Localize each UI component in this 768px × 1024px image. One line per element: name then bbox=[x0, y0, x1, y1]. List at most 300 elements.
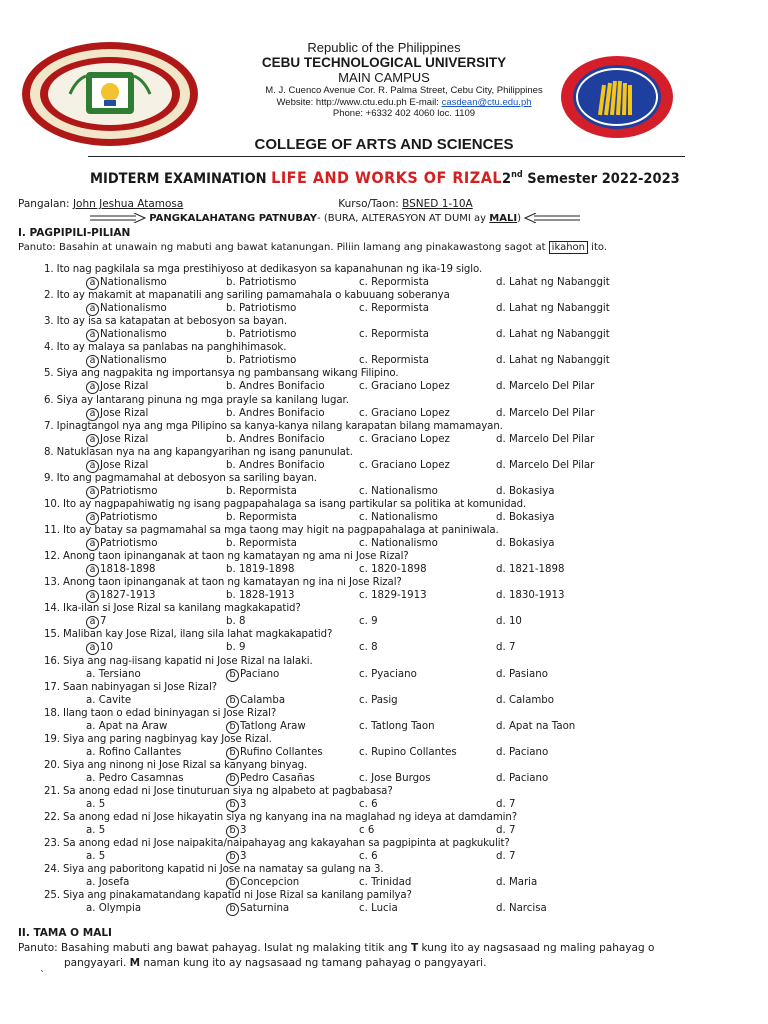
option-label: a. Apat na Araw bbox=[86, 720, 168, 732]
option-label: Tatlong Araw bbox=[240, 720, 306, 732]
directive-text: - (BURA, ALTERASYON AT DUMI ay bbox=[317, 213, 490, 224]
answer-circle-mark: a bbox=[86, 303, 99, 316]
answer-option[interactable] bbox=[226, 303, 296, 314]
answer-option[interactable] bbox=[226, 590, 294, 601]
answer-option[interactable] bbox=[86, 825, 105, 836]
option-label: b. Andres Bonifacio bbox=[226, 433, 325, 445]
answer-option[interactable] bbox=[359, 825, 374, 836]
answer-option[interactable] bbox=[359, 381, 450, 392]
option-label: Patriotismo bbox=[100, 511, 158, 523]
exam-title bbox=[90, 168, 680, 187]
option-label: d. Marcelo Del Pilar bbox=[496, 433, 595, 445]
option-label: Nationalismo bbox=[100, 329, 167, 341]
option-label: Rufino Collantes bbox=[240, 746, 323, 758]
option-label: d. Marcelo Del Pilar bbox=[496, 459, 595, 471]
option-label: Concepcion bbox=[240, 877, 300, 889]
answer-option[interactable] bbox=[86, 408, 148, 421]
instr-text-a: Panuto: Basahin at unawain ng mabuti ang bawat katanungan. Piliin lamang ang pinakawastong sagot at bbox=[18, 242, 549, 253]
answer-option[interactable] bbox=[226, 747, 323, 760]
answer-option[interactable] bbox=[86, 747, 181, 758]
option-label: Jose Rizal bbox=[100, 459, 149, 471]
answer-option[interactable] bbox=[496, 642, 515, 653]
answer-circle-mark: b bbox=[226, 877, 239, 890]
answer-option[interactable] bbox=[226, 695, 285, 708]
semester-suffix: nd bbox=[511, 170, 523, 181]
arrow-left-icon bbox=[524, 213, 580, 223]
answer-option[interactable] bbox=[86, 903, 141, 914]
answer-circle-mark: a bbox=[86, 355, 99, 368]
option-label: Patriotismo bbox=[100, 538, 158, 549]
question-text: 22. Sa anong edad ni Jose hikayatin siya ng kanyang ina na maglahad ng ideya at damdamin? bbox=[44, 812, 518, 824]
part1-title: I. PAGPIPILI-PILIAN bbox=[18, 227, 131, 239]
answer-option[interactable] bbox=[359, 747, 457, 758]
answer-option[interactable] bbox=[226, 277, 296, 288]
answer-option[interactable] bbox=[496, 669, 548, 680]
option-label: c. Graciano Lopez bbox=[359, 407, 450, 419]
answer-option[interactable] bbox=[86, 381, 148, 394]
question-text: 6. Siya ay lantarang pinuna ng mga prayle sa kanilang lugar. bbox=[44, 394, 349, 406]
answer-option[interactable] bbox=[226, 460, 325, 471]
option-label: d. 10 bbox=[496, 616, 522, 628]
answer-option[interactable] bbox=[359, 903, 398, 914]
question-text: 1. Ito nag pagkilala sa mga prestihiyoso at dedikasyon sa kapanahunan ng ika-19 siglo. bbox=[44, 264, 483, 275]
directive-mali: MALI bbox=[489, 213, 518, 224]
answer-option[interactable] bbox=[496, 695, 554, 706]
answer-option[interactable] bbox=[496, 616, 522, 627]
option-label: d. Bokasiya bbox=[496, 485, 555, 497]
answer-option[interactable] bbox=[496, 825, 515, 836]
option-label: c. Jose Burgos bbox=[359, 772, 431, 784]
question-text: 2. Ito ay makamit at mapanatili ang sariling pamamahala o kabuuang soberanya bbox=[44, 290, 450, 302]
question-text: 11. Ito ay batay sa pagmamahal sa mga taong may higit na pagpapahalaga at paniniwala. bbox=[44, 525, 499, 536]
answer-options bbox=[86, 277, 726, 291]
option-label: 7 bbox=[100, 616, 107, 628]
answer-option[interactable] bbox=[86, 434, 148, 447]
part2-text-c: pangyayari. bbox=[64, 957, 130, 969]
answer-option[interactable] bbox=[496, 408, 594, 419]
option-label: c. Repormista bbox=[359, 303, 429, 315]
option-label: d. Maria bbox=[496, 877, 538, 889]
option-label: c. Nationalismo bbox=[359, 485, 438, 497]
answer-option[interactable] bbox=[496, 512, 555, 523]
answer-options bbox=[86, 355, 726, 369]
option-label: d. Marcelo Del Pilar bbox=[496, 407, 595, 419]
answer-option[interactable] bbox=[226, 825, 246, 838]
option-label: c. Tatlong Taon bbox=[359, 720, 435, 732]
answer-option[interactable] bbox=[496, 799, 515, 810]
option-label: d. 1830-1913 bbox=[496, 590, 565, 602]
header-divider bbox=[88, 156, 685, 157]
answer-options bbox=[86, 590, 726, 604]
option-label: 3 bbox=[240, 825, 247, 837]
option-label: b. Andres Bonifacio bbox=[226, 407, 325, 419]
answer-option[interactable] bbox=[86, 851, 105, 862]
answer-option[interactable] bbox=[496, 277, 610, 288]
part2-m: M bbox=[129, 957, 141, 969]
option-label: Jose Rizal bbox=[100, 381, 149, 393]
answer-option[interactable] bbox=[496, 590, 564, 601]
part2-instructions-2 bbox=[64, 957, 486, 969]
answer-option[interactable] bbox=[226, 538, 297, 549]
phone-line: Phone: +6332 402 4060 loc. 1109 bbox=[332, 108, 476, 119]
answer-option[interactable] bbox=[86, 277, 167, 290]
option-label: d. Pasiano bbox=[496, 668, 548, 680]
answer-options bbox=[86, 381, 726, 395]
answer-circle-mark: a bbox=[86, 590, 99, 603]
part2-text-d: naman kung ito ay nagsasaad ng tamang pahayag o pangyayari. bbox=[140, 957, 487, 969]
campus-name: MAIN CAMPUS bbox=[338, 70, 430, 85]
option-label: c. Repormista bbox=[359, 355, 429, 367]
option-label: a. Rofino Callantes bbox=[86, 746, 182, 758]
answer-option[interactable] bbox=[226, 512, 297, 523]
option-label: d. Lahat ng Nabanggit bbox=[496, 355, 610, 367]
course-field[interactable]: BSNED 1-10A bbox=[402, 198, 473, 210]
question-text: 12. Anong taon ipinanganak at taon ng kamatayan ng ama ni Jose Rizal? bbox=[44, 551, 409, 563]
answer-option[interactable] bbox=[359, 590, 427, 601]
question-text: 18. Ilang taon o edad bininyagan si Jose Rizal? bbox=[44, 707, 277, 719]
college-name: COLLEGE OF ARTS AND SCIENCES bbox=[254, 136, 514, 153]
question-text: 21. Sa anong edad ni Jose tinuturuan siya ng alpabeto at pagbabasa? bbox=[44, 786, 393, 797]
option-label: d. 7 bbox=[496, 851, 516, 863]
option-label: c. Trinidad bbox=[359, 877, 412, 889]
answer-options bbox=[86, 695, 726, 709]
question-text: 3. Ito ay isa sa katapatan at bebosyon sa bayan. bbox=[44, 316, 288, 328]
question-text: 4. Ito ay malaya sa panlabas na panghihimasok. bbox=[44, 342, 287, 354]
answer-option[interactable] bbox=[359, 486, 438, 497]
option-label: c. Nationalismo bbox=[359, 538, 438, 549]
option-label: d. 1821-1898 bbox=[496, 564, 565, 576]
answer-option[interactable] bbox=[226, 616, 245, 627]
answer-option[interactable] bbox=[359, 642, 378, 653]
option-label: d. Marcelo Del Pilar bbox=[496, 381, 595, 393]
answer-option[interactable] bbox=[496, 460, 594, 471]
option-label: Saturnina bbox=[240, 903, 290, 915]
question-text: 7. Ipinagtangol nya ang mga Pilipino sa kanya-kanya nilang karapatan bilang mamamayan. bbox=[44, 420, 503, 432]
answer-circle-mark: b bbox=[226, 747, 239, 760]
option-label: Patriotismo bbox=[100, 485, 158, 497]
option-label: d. Paciano bbox=[496, 772, 549, 784]
answer-circle-mark: b bbox=[226, 903, 239, 916]
option-label: d. Lahat ng Nabanggit bbox=[496, 329, 610, 341]
answer-options bbox=[86, 669, 726, 683]
question-text: 15. Maliban kay Jose Rizal, ilang sila lahat magkakapatid? bbox=[44, 629, 333, 641]
option-label: d. Lahat ng Nabanggit bbox=[496, 277, 610, 288]
answer-option[interactable] bbox=[496, 486, 555, 497]
answer-option[interactable] bbox=[226, 564, 294, 575]
contact-line bbox=[20, 97, 768, 108]
part2-t: T bbox=[410, 942, 419, 954]
answer-option[interactable] bbox=[496, 564, 564, 575]
option-label: a. 5 bbox=[86, 825, 106, 837]
answer-options bbox=[86, 799, 726, 813]
part2-text-a: Panuto: Basahing mabuti ang bawat pahayag. Isulat ng malaking titik ang bbox=[18, 942, 411, 954]
option-label: b. 1819-1898 bbox=[226, 564, 295, 576]
answer-option[interactable] bbox=[86, 303, 167, 316]
option-label: c. 6 bbox=[359, 851, 378, 863]
answer-option[interactable] bbox=[86, 538, 157, 551]
option-label: d. Bokasiya bbox=[496, 511, 555, 523]
option-label: b. Andres Bonifacio bbox=[226, 381, 325, 393]
answer-options bbox=[86, 303, 726, 317]
answer-circle-mark: b bbox=[226, 851, 239, 864]
option-label: b. 1828-1913 bbox=[226, 590, 295, 602]
directive-label: PANGKALAHATANG PATNUBAY bbox=[149, 213, 318, 224]
answer-option[interactable] bbox=[359, 799, 378, 810]
answer-options bbox=[86, 642, 726, 656]
option-label: b. 8 bbox=[226, 616, 246, 628]
answer-option[interactable] bbox=[226, 773, 315, 786]
part1-instructions bbox=[18, 242, 607, 253]
answer-option[interactable] bbox=[359, 460, 450, 471]
option-label: c. Pyaciano bbox=[359, 668, 417, 680]
answer-circle-mark: b bbox=[226, 799, 239, 812]
answer-option[interactable] bbox=[496, 877, 537, 888]
option-label: b. Patriotismo bbox=[226, 355, 297, 367]
directive-close: ) bbox=[517, 213, 521, 224]
option-label: c. 6 bbox=[359, 799, 378, 810]
answer-options bbox=[86, 747, 726, 761]
subject-title: LIFE AND WORKS OF RIZAL bbox=[271, 168, 503, 187]
option-label: Jose Rizal bbox=[100, 433, 149, 445]
option-label: b. 9 bbox=[226, 642, 246, 654]
answer-circle-mark: b bbox=[226, 721, 239, 734]
answer-option[interactable] bbox=[86, 799, 105, 810]
republic-line: Republic of the Philippines bbox=[307, 40, 461, 55]
option-label: d. Apat na Taon bbox=[496, 720, 576, 732]
option-label: a. Olympia bbox=[86, 903, 142, 915]
option-label: b. Patriotismo bbox=[226, 303, 297, 315]
question-text: 24. Siya ang paboritong kapatid ni Jose na namatay sa gulang na 3. bbox=[44, 864, 384, 876]
answer-options bbox=[86, 877, 726, 891]
option-label: Nationalismo bbox=[100, 303, 167, 315]
answer-option[interactable] bbox=[86, 590, 156, 603]
answer-option[interactable] bbox=[496, 773, 548, 784]
part2-text-b: kung ito ay nagsasaad ng maling pahayag o bbox=[418, 942, 655, 954]
option-label: 10 bbox=[100, 642, 113, 654]
answer-option[interactable] bbox=[496, 851, 515, 862]
answer-option[interactable] bbox=[496, 381, 594, 392]
answer-option[interactable] bbox=[359, 851, 378, 862]
answer-option[interactable] bbox=[359, 408, 450, 419]
option-label: b. Patriotismo bbox=[226, 329, 297, 341]
answer-option[interactable] bbox=[226, 642, 245, 653]
question-text: 13. Anong taon ipinanganak at taon ng kamatayan ng ina ni Jose Rizal? bbox=[44, 577, 402, 589]
answer-option[interactable] bbox=[226, 799, 246, 812]
answer-option[interactable] bbox=[226, 486, 297, 497]
answer-option[interactable] bbox=[496, 538, 555, 549]
answer-circle-mark: b bbox=[226, 825, 239, 838]
answer-option[interactable] bbox=[86, 329, 167, 342]
option-label: d. 7 bbox=[496, 799, 516, 810]
answer-option[interactable] bbox=[226, 721, 306, 734]
answer-options bbox=[86, 903, 726, 917]
answer-option[interactable] bbox=[226, 408, 325, 419]
answer-options bbox=[86, 486, 726, 500]
answer-option[interactable] bbox=[86, 721, 167, 732]
answer-option[interactable] bbox=[226, 669, 279, 682]
answer-option[interactable] bbox=[359, 434, 450, 445]
option-label: Paciano bbox=[240, 668, 280, 680]
directive-line bbox=[90, 213, 580, 224]
semester-number: 2 bbox=[502, 171, 512, 187]
answer-options bbox=[86, 564, 726, 578]
answer-option[interactable] bbox=[86, 877, 129, 888]
answer-option[interactable] bbox=[359, 277, 429, 288]
question-text: 5. Siya ang nagpakita ng importansya ng pambansang wikang Filipino. bbox=[44, 368, 399, 380]
answer-option[interactable] bbox=[496, 355, 610, 366]
answer-option[interactable] bbox=[359, 695, 398, 706]
option-label: c 6 bbox=[359, 825, 375, 837]
option-label: c. 8 bbox=[359, 642, 378, 654]
option-label: b. Patriotismo bbox=[226, 277, 297, 288]
answer-circle-mark: b bbox=[226, 669, 239, 682]
answer-option[interactable] bbox=[86, 512, 157, 525]
option-label: c. 1820-1898 bbox=[359, 564, 427, 576]
answer-option[interactable] bbox=[226, 903, 289, 916]
option-label: c. Graciano Lopez bbox=[359, 381, 450, 393]
answer-circle-mark: a bbox=[86, 408, 99, 421]
answer-option[interactable] bbox=[359, 669, 417, 680]
question-text: 14. Ika-ilan si Jose Rizal sa kanilang magkakapatid? bbox=[44, 603, 301, 615]
answer-option[interactable] bbox=[496, 434, 594, 445]
answer-circle-mark: b bbox=[226, 695, 239, 708]
answer-option[interactable] bbox=[359, 303, 429, 314]
arrow-right-icon bbox=[90, 213, 146, 223]
answer-option[interactable] bbox=[496, 303, 610, 314]
answer-circle-mark: a bbox=[86, 564, 99, 577]
option-label: c. Pasig bbox=[359, 694, 398, 706]
option-label: a. Tersiano bbox=[86, 668, 141, 680]
answer-option[interactable] bbox=[359, 355, 429, 366]
answer-options bbox=[86, 408, 726, 422]
answer-option[interactable] bbox=[359, 512, 438, 523]
question-text: 23. Sa anong edad ni Jose naipakita/naipahayag ang kakayahan sa pagpipinta at pagkukulit? bbox=[44, 838, 510, 850]
question-text: 16. Siya ang nag-iisang kapatid ni Jose Rizal na lalaki. bbox=[44, 655, 313, 667]
option-label: c. 9 bbox=[359, 616, 378, 628]
option-label: d. Lahat ng Nabanggit bbox=[496, 303, 610, 315]
answer-option[interactable] bbox=[496, 903, 547, 914]
answer-options bbox=[86, 773, 726, 787]
option-label: d. Bokasiya bbox=[496, 538, 555, 549]
answer-options bbox=[86, 460, 726, 474]
answer-option[interactable] bbox=[496, 721, 575, 732]
answer-circle-mark: a bbox=[86, 329, 99, 342]
answer-option[interactable] bbox=[359, 877, 411, 888]
answer-option[interactable] bbox=[496, 747, 548, 758]
option-label: c. 1829-1913 bbox=[359, 590, 427, 602]
option-label: a. 5 bbox=[86, 851, 106, 863]
answer-circle-mark: a bbox=[86, 512, 99, 525]
option-label: d. Paciano bbox=[496, 746, 549, 758]
answer-option[interactable] bbox=[226, 329, 296, 340]
question-text: 9. Ito ang pagmamahal at debosyon sa sariling bayan. bbox=[44, 472, 317, 484]
option-label: d. 7 bbox=[496, 825, 516, 837]
answer-circle-mark: a bbox=[86, 616, 99, 629]
university-name: CEBU TECHNOLOGICAL UNIVERSITY bbox=[261, 55, 507, 70]
option-label: 1818-1898 bbox=[100, 564, 156, 576]
option-label: Jose Rizal bbox=[100, 407, 149, 419]
answer-circle-mark: a bbox=[86, 486, 99, 499]
option-label: 3 bbox=[240, 851, 247, 863]
option-label: Pedro Casañas bbox=[240, 772, 315, 784]
option-label: c. Repormista bbox=[359, 277, 429, 288]
answer-option[interactable] bbox=[86, 355, 167, 368]
option-label: a. Cavite bbox=[86, 694, 132, 706]
answer-options bbox=[86, 434, 726, 448]
answer-option[interactable] bbox=[86, 486, 157, 499]
option-label: b. Repormista bbox=[226, 485, 297, 497]
answer-options bbox=[86, 825, 726, 839]
option-label: b. Andres Bonifacio bbox=[226, 459, 325, 471]
question-text: 19. Siya ang paring nagbinyag kay Jose Rizal. bbox=[44, 733, 272, 745]
course-label: Kurso/Taon: bbox=[338, 198, 403, 210]
option-label: a. 5 bbox=[86, 799, 106, 810]
address-line: M. J. Cuenco Avenue Cor. R. Palma Street, Cebu City, Philippines bbox=[265, 85, 543, 96]
answer-option[interactable] bbox=[359, 721, 435, 732]
answer-option[interactable] bbox=[226, 355, 296, 366]
option-label: Nationalismo bbox=[100, 277, 167, 288]
question-text: 25. Siya ang pinakamatandang kapatid ni Jose Rizal sa kanilang pamilya? bbox=[44, 890, 412, 902]
answer-options bbox=[86, 616, 726, 630]
answer-options bbox=[86, 329, 726, 343]
answer-option[interactable] bbox=[496, 329, 610, 340]
semester-text: Semester 2022-2023 bbox=[522, 171, 680, 187]
answer-option[interactable] bbox=[86, 460, 148, 473]
instr-text-b: ito. bbox=[588, 242, 607, 253]
name-field[interactable]: John Jeshua Atamosa bbox=[72, 198, 184, 210]
answer-option[interactable] bbox=[86, 564, 156, 577]
part2-title: II. TAMA O MALI bbox=[18, 927, 112, 939]
answer-circle-mark: a bbox=[86, 434, 99, 447]
option-label: Calamba bbox=[240, 694, 286, 706]
option-label: c. Rupino Collantes bbox=[359, 746, 457, 758]
answer-option[interactable] bbox=[226, 434, 325, 445]
answer-option[interactable] bbox=[359, 538, 438, 549]
answer-option[interactable] bbox=[359, 329, 429, 340]
answer-option[interactable] bbox=[226, 877, 299, 890]
answer-circle-mark: a bbox=[86, 277, 99, 290]
answer-option[interactable] bbox=[226, 381, 325, 392]
answer-option[interactable] bbox=[86, 616, 106, 629]
answer-option[interactable] bbox=[359, 616, 378, 627]
answer-circle-mark: b bbox=[226, 773, 239, 786]
answer-option[interactable] bbox=[226, 851, 246, 864]
answer-option[interactable] bbox=[359, 564, 427, 575]
answer-option[interactable] bbox=[86, 695, 131, 706]
question-text: 20. Siya ang ninong ni Jose Rizal sa kanyang binyag. bbox=[44, 759, 308, 771]
option-label: 1827-1913 bbox=[100, 590, 156, 602]
answer-circle-mark: a bbox=[86, 538, 99, 551]
answer-option[interactable] bbox=[86, 669, 141, 680]
option-label: c. Graciano Lopez bbox=[359, 433, 450, 445]
answer-circle-mark: a bbox=[86, 460, 99, 473]
answer-circle-mark: a bbox=[86, 642, 99, 655]
answer-option[interactable] bbox=[86, 773, 184, 784]
answer-option[interactable] bbox=[86, 642, 113, 655]
option-label: a. Josefa bbox=[86, 877, 130, 889]
option-label: c. Graciano Lopez bbox=[359, 459, 450, 471]
option-label: b. Repormista bbox=[226, 511, 297, 523]
option-label: d. Narcisa bbox=[496, 903, 547, 915]
answer-options bbox=[86, 512, 726, 526]
option-label: a. Pedro Casamnas bbox=[86, 772, 184, 784]
website-text: Website: http://www.ctu.edu.ph E-mail: bbox=[276, 97, 442, 108]
option-label: d. 7 bbox=[496, 642, 516, 654]
answer-options bbox=[86, 851, 726, 865]
answer-option[interactable] bbox=[359, 773, 431, 784]
option-label: c. Nationalismo bbox=[359, 511, 438, 523]
email-link[interactable]: casdean@ctu.edu.ph bbox=[441, 97, 532, 108]
